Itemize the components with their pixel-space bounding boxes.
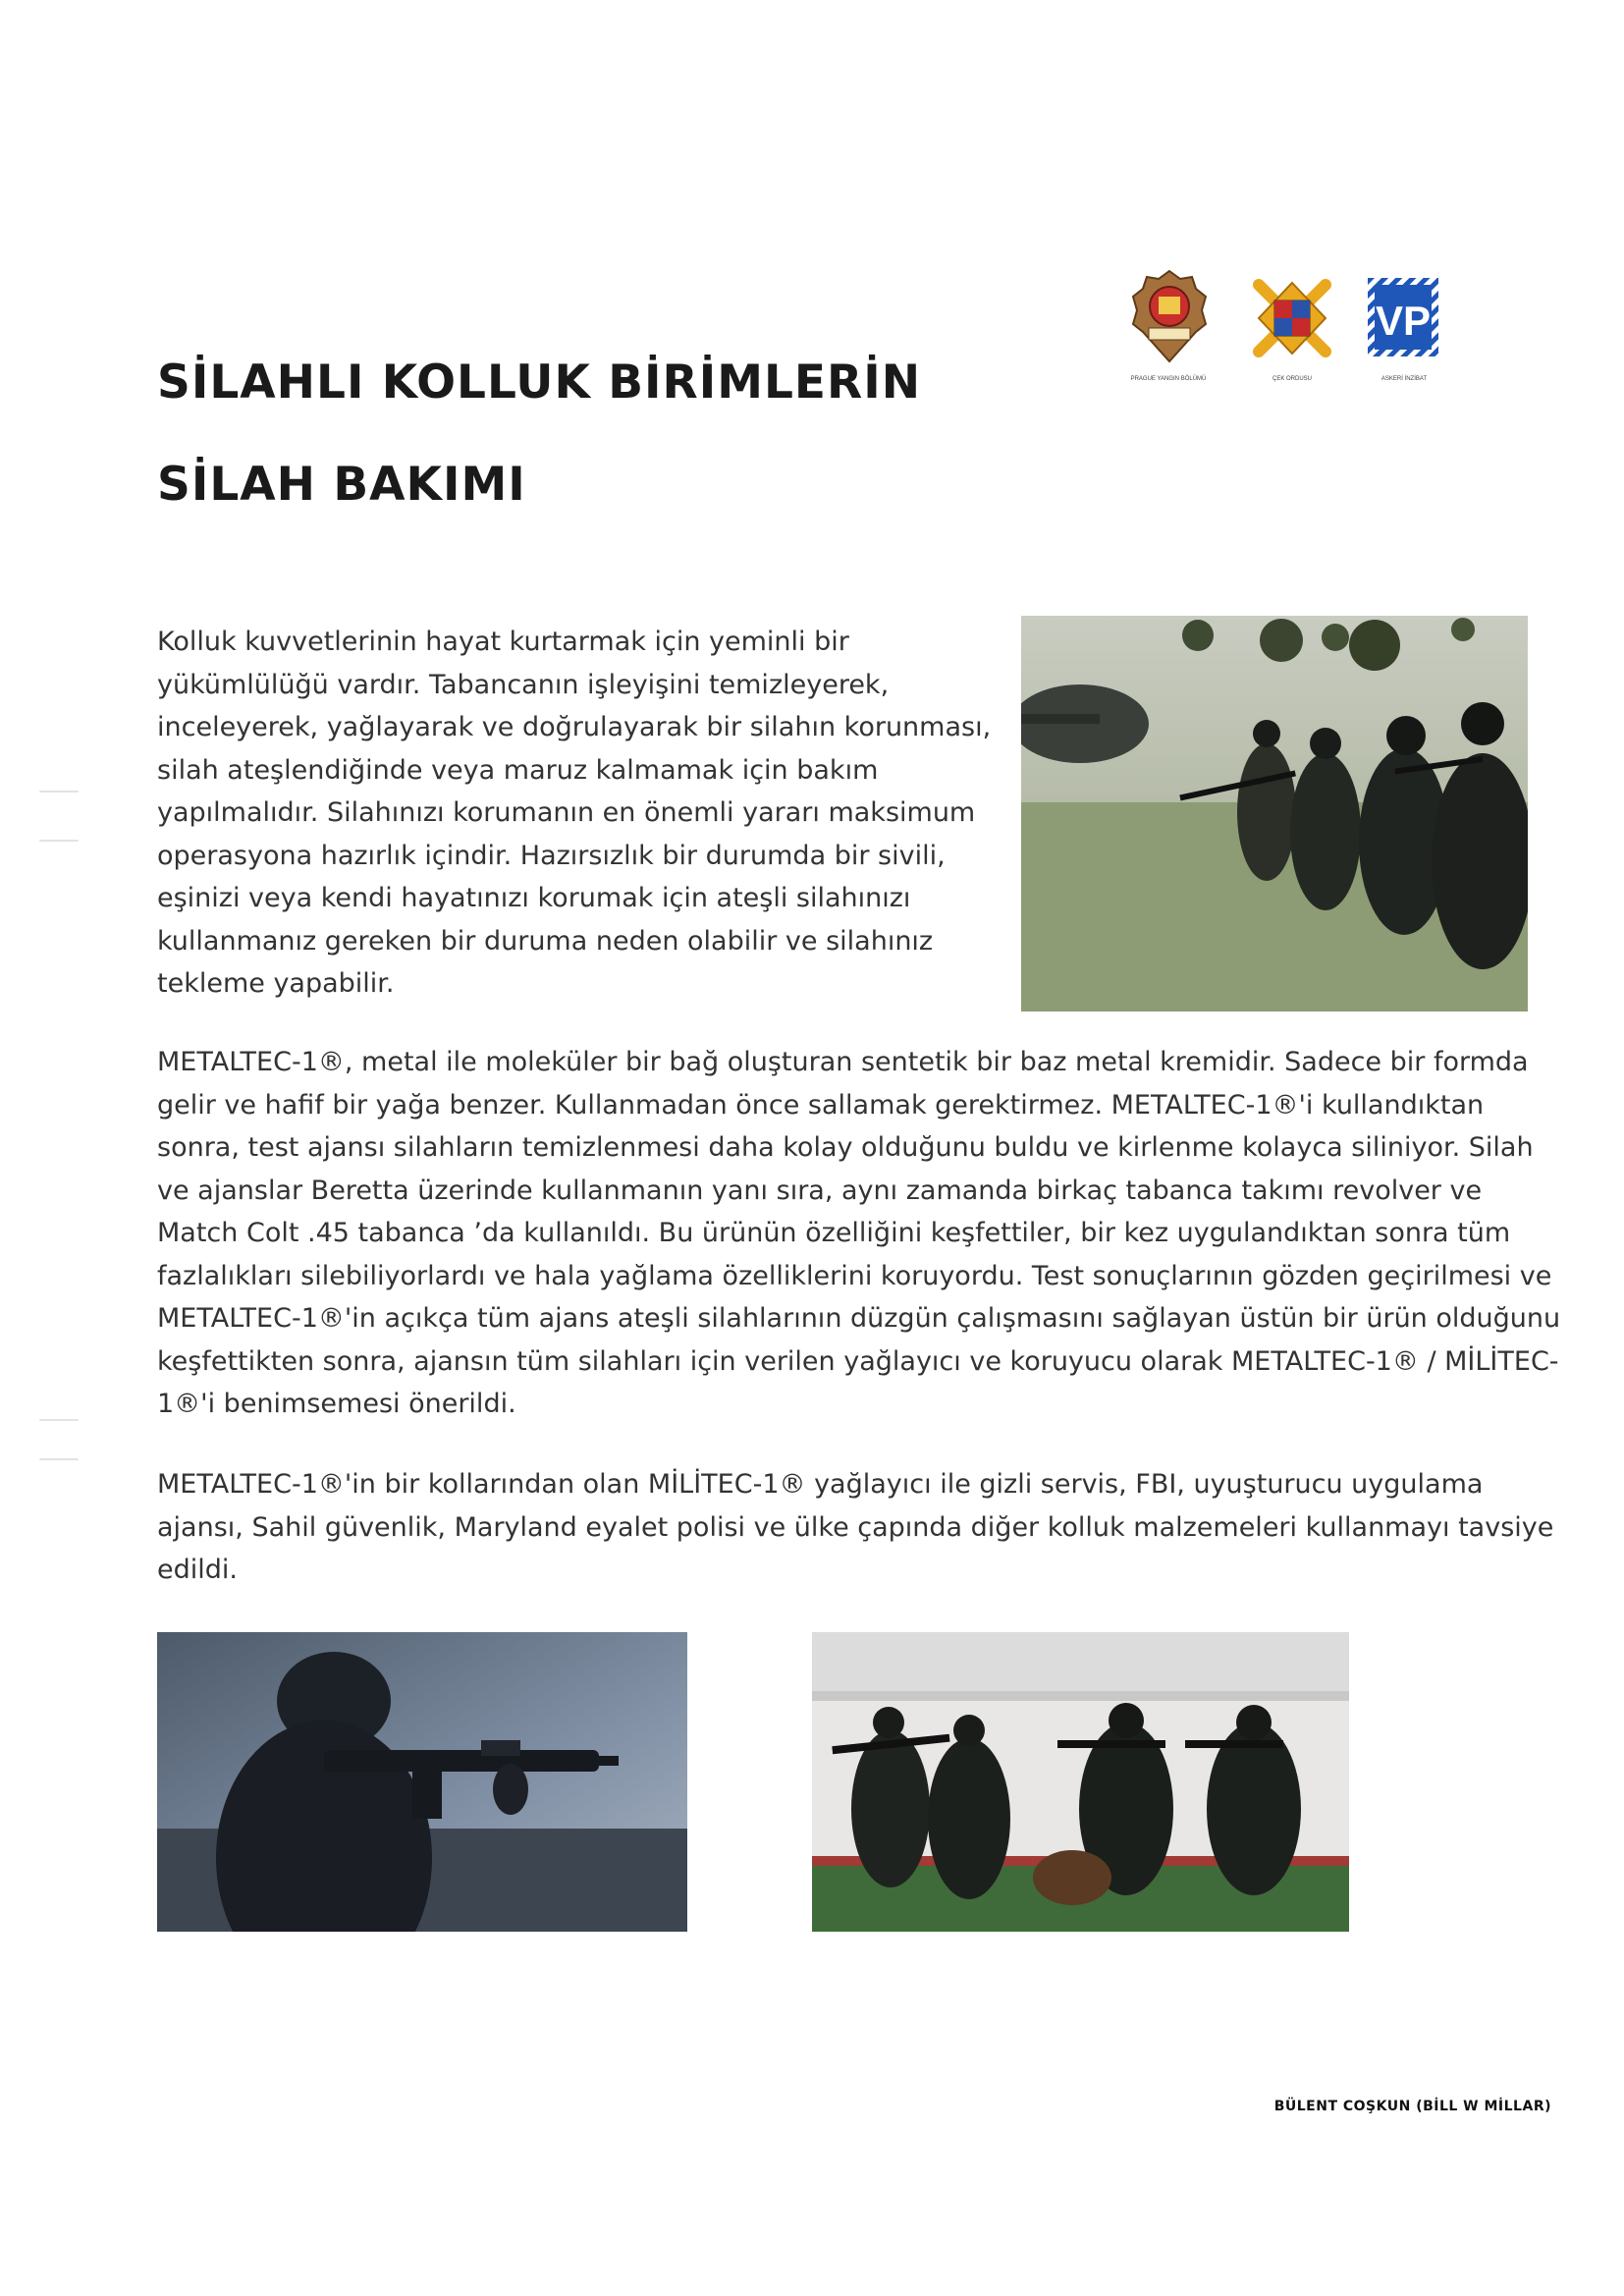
kneeling-soldiers-field-photo	[1021, 616, 1528, 1011]
metaltec-paragraph: METALTEC-1®, metal ile moleküler bir bağ oluşturan sentetik bir baz metal kremidir. Sadece bir formda gelir ve hafif bir yağa benzer. Kullanmadan önce sallamak gerektirmez. METALTEC-1®'i kullandıktan sonra, test ajansı silahların temizlenmesi daha kolay olduğunu buldu ve kirlenme kolayca siliniyor. Silah ve ajanslar Beretta üzerinde kullanmanın yanı sıra, aynı zamanda birkaç tabanca takımı revolver ve Match Colt .45 tabanca ’da kullanıldı. Bu ürünün özelliğini keşfettiler, bir kez uygulandıktan sonra tüm fazlalıkları silebiliyorlardı ve hala yağlama özelliklerini koruyordu. Test sonuçlarının gözden geçirilmesi ve METALTEC-1®'in açıkça tüm ajans ateşli silahlarının düzgün çalışmasını sağlayan üstün bir ürün olduğunu keşfettikten sonra, ajansın tüm silahları için verilen yağlayıcı ve koruyucu olarak METALTEC-1® / MİLİTEC-1®'i benimsemesi önerildi.	[157, 1047, 1561, 1419]
fire-department-caption: PRAGUE YANGIN BÖLÜMÜ	[1130, 376, 1207, 382]
intro-paragraph: Kolluk kuvvetlerinin hayat kurtarmak için yeminli bir yükümlülüğü vardır. Tabancanın işleyişini temizleyerek, inceleyerek, yağlayarak ve doğrulayarak bir silahın korunması, silah ateşlendiğinde veya maruz kalmamak için bakım yapılmalıdır. Silahınızı korumanın en önemli yararı maksimum operasyona hazırlık içindir. Hazırsızlık bir durumda bir sivili, eşinizi veya kendi hayatınızı korumak için ateşli silahınızı kullanmanız gereken bir duruma neden olabilir ve silahınız tekleme yapabilir.	[157, 627, 992, 999]
czech-army-emblem-icon	[1249, 275, 1335, 361]
military-police-caption: ASKERİ İNZİBAT	[1380, 376, 1428, 382]
scan-artifact	[39, 791, 79, 793]
czech-army-caption: ÇEK ORDUSU	[1272, 376, 1312, 382]
vp-logo-text: VP	[1375, 298, 1432, 344]
scan-artifact	[39, 840, 79, 842]
page-title-line-2: SİLAH BAKIMI	[157, 458, 526, 512]
author-signature: BÜLENT COŞKUN (BİLL W MİLLAR)	[1273, 2099, 1551, 2114]
scan-artifact	[39, 1419, 79, 1421]
militec-paragraph: METALTEC-1®'in bir kollarından olan MİLİTEC-1® yağlayıcı ile gizli servis, FBI, uyuşturucu uygulama ajansı, Sahil güvenlik, Maryland eyalet polisi ve ülke çapında diğer kolluk malzemeleri kullanmayı tavsiye edildi.	[157, 1469, 1554, 1585]
vp-military-police-icon	[1368, 278, 1438, 356]
fire-department-crest-icon	[1129, 267, 1210, 365]
special-forces-dog-photo	[812, 1632, 1349, 1932]
page-title-line-1: SİLAHLI KOLLUK BİRİMLERİN	[157, 355, 922, 410]
scan-artifact	[39, 1458, 79, 1460]
soldier-aiming-rifle-photo	[157, 1632, 687, 1932]
